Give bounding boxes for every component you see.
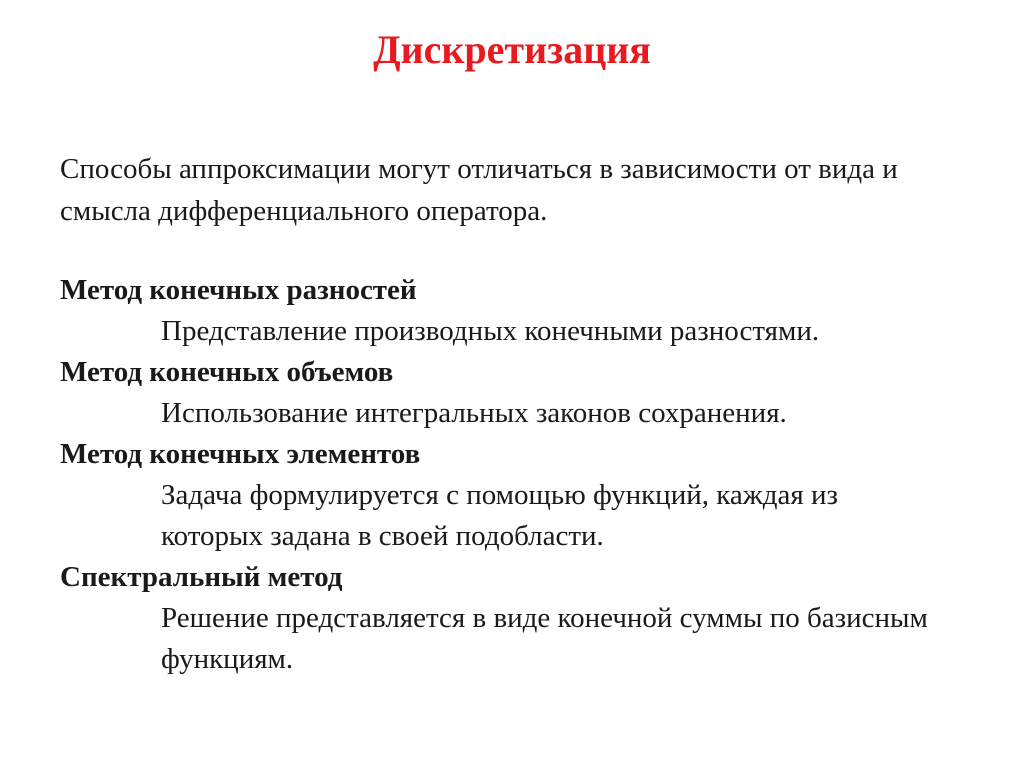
method-name: Метод конечных разностей [60, 274, 417, 306]
slide-title: Дискретизация [373, 27, 651, 72]
method-name: Спектральный метод [60, 561, 343, 593]
method-item [60, 434, 980, 557]
method-name: Метод конечных объемов [60, 356, 394, 388]
method-description: Представление производных конечными разностями. [161, 315, 820, 347]
method-name: Метод конечных элементов [60, 438, 421, 470]
method-description: Задача формулируется с помощью функций, каждая из которых задана в своей подобласти. [161, 479, 838, 552]
method-item [60, 270, 980, 352]
method-item [60, 352, 980, 434]
method-item [60, 557, 980, 680]
methods-list [60, 270, 980, 680]
intro-paragraph: Способы аппроксимации могут отличаться в зависимости от вида и смысла дифференциального оператора. [60, 153, 898, 227]
method-description: Использование интегральных законов сохранения. [161, 397, 787, 429]
method-description: Решение представляется в виде конечной суммы по базисным функциям. [161, 602, 928, 675]
